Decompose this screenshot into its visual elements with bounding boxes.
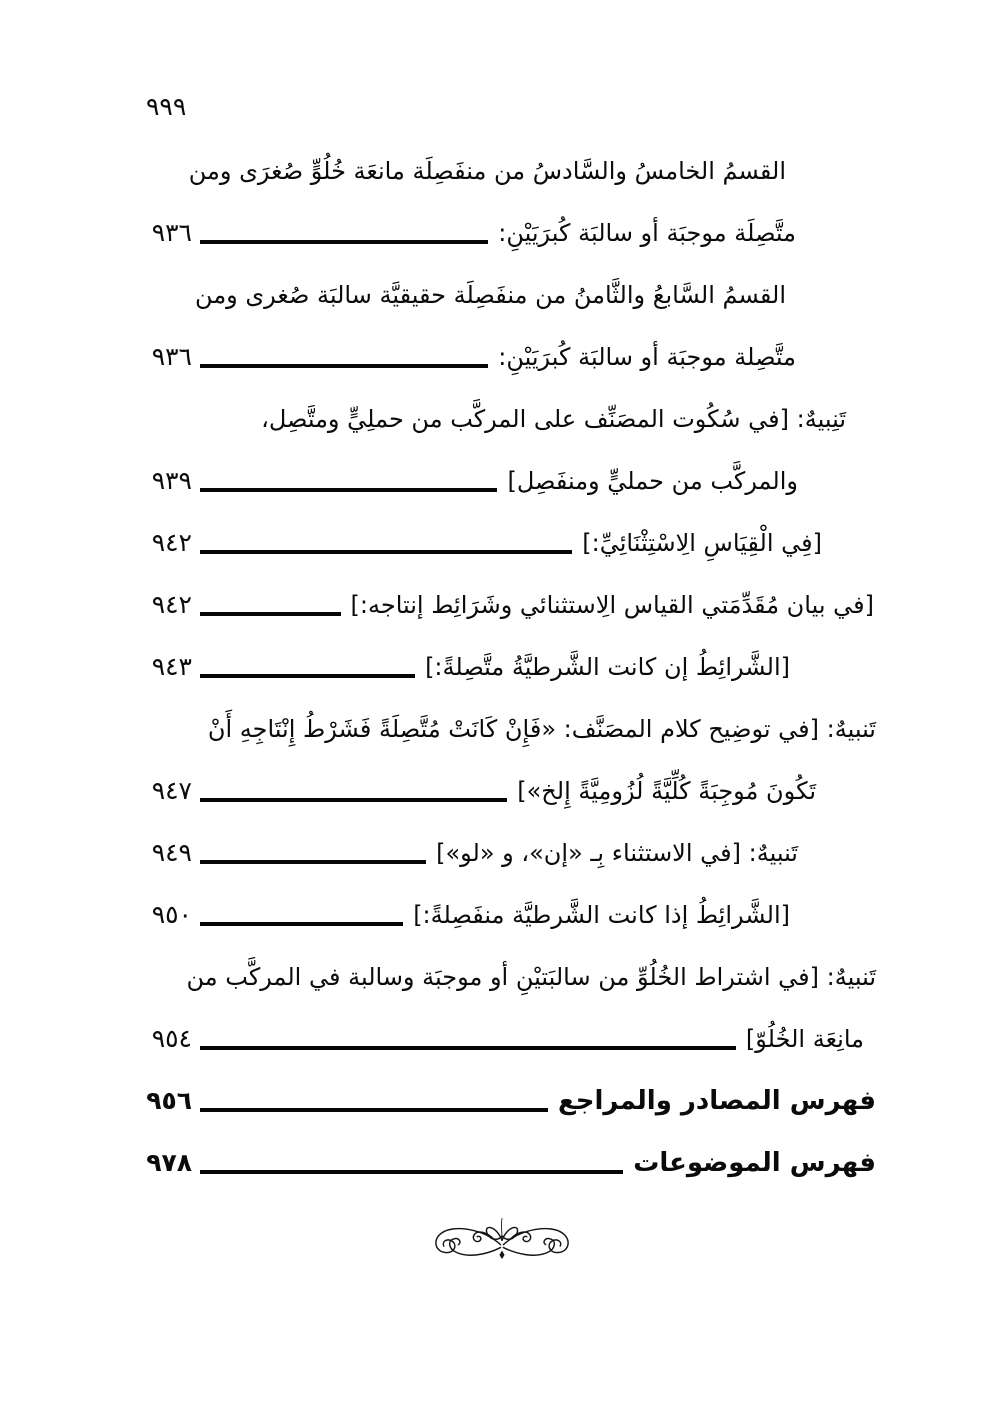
toc-entry: [132, 822, 876, 884]
toc-entry-text: متَّصِلة موجبَة أو سالبَة كُبرَيَيْنِ:: [498, 343, 796, 371]
leader-line: [200, 574, 341, 636]
leader-line: [200, 822, 426, 884]
toc-entry-line: [132, 946, 876, 1008]
toc-entry-line: [132, 202, 876, 264]
toc-entry-line: [132, 264, 876, 326]
toc-entry-line: [132, 1070, 876, 1132]
toc-entry: [132, 388, 876, 512]
toc-page-number: ٩٣٦: [151, 218, 192, 247]
toc-entry-line: [132, 760, 876, 822]
toc-page-number: ٩٥٦: [146, 1086, 192, 1115]
toc-page-number: ٩٣٦: [151, 342, 192, 371]
leader-line: [200, 512, 572, 574]
toc-page-number: ٩٤٩: [151, 838, 192, 867]
toc-page-number: ٩٥٤: [151, 1024, 192, 1053]
toc-entry-line: [132, 326, 876, 388]
toc-entry: [132, 884, 876, 946]
toc-entry-text: القسمُ الخامسُ والسَّادسُ من منفَصِلَة مانعَة خُلُوٍّ صُغرَى ومن: [188, 157, 786, 185]
toc-page-number: ٩٤٢: [151, 528, 192, 557]
toc-entry-text: [فِي الْقِيَاسِ الِاسْتِثْنَائِيِّ:]: [582, 529, 822, 557]
toc-entry-text: تَكُونَ مُوجِبَةً كُلِّيَّةً لُزُومِيَّةً إِلخ»]: [517, 777, 816, 805]
leader-line: [200, 202, 488, 264]
toc-entry: [132, 698, 876, 822]
leader-line: [200, 1008, 736, 1070]
leader-line: [200, 884, 403, 946]
toc-entry: [132, 574, 876, 636]
toc-entry-text: تَنبيهٌ: [في الاستثناء بِـ «إن»، و «لو»]: [436, 839, 798, 867]
toc-entry-text: مانِعَة الخُلُوّ]: [745, 1025, 864, 1053]
toc-page-number: ٩٣٩: [151, 466, 192, 495]
leader-line: [200, 1132, 623, 1194]
toc-entry-line: [132, 1132, 876, 1194]
toc-entry-text: [الشَّرائِطُ إذا كانت الشَّرطيَّة منفَصِلةً:]: [413, 901, 790, 929]
toc-entry: [132, 636, 876, 698]
toc-page-number: ٩٤٧: [151, 776, 192, 805]
toc-entry-line: [132, 698, 876, 760]
calligraphic-flourish-ornament: [422, 1210, 582, 1272]
toc-entry-text: فهرس الموضوعات: [633, 1148, 876, 1178]
toc-page-number: ٩٤٣: [151, 652, 192, 681]
toc-entry-text: تَنِبيهٌ: [في سُكُوت المصَنِّف على المركَّب من حملِيٍّ ومتَّصِل،: [261, 405, 846, 433]
leader-line: [200, 760, 507, 822]
toc-entry-line: [132, 1008, 876, 1070]
leader-line: [200, 326, 488, 388]
toc-entry-text: فهرس المصادر والمراجع: [558, 1086, 876, 1116]
toc-entry-text: [الشَّرائِطُ إن كانت الشَّرطيَّةُ متَّصِلةً:]: [425, 653, 790, 681]
toc-entry-text: [في بيان مُقَدِّمَتي القياس الِاستثنائي وشَرَائِط إنتاجه:]: [350, 591, 874, 619]
toc-page-number: ٩٥٠: [151, 900, 192, 929]
toc-entry: [132, 140, 876, 264]
toc-entry-text: تَنبيهٌ: [في اشتراط الخُلُوِّ من سالبَتيْنِ أو موجبَة وسالبة في المركَّب من: [186, 963, 876, 991]
toc-entry: [132, 1132, 876, 1194]
toc-entry: [132, 1070, 876, 1132]
toc-entry-line: [132, 822, 876, 884]
toc-entry: [132, 946, 876, 1070]
leader-line: [200, 450, 497, 512]
toc-entry-line: [132, 140, 876, 202]
toc-entry-line: [132, 512, 876, 574]
leader-line: [200, 636, 415, 698]
toc-page-number: ٩٤٢: [151, 590, 192, 619]
toc-entry-line: [132, 636, 876, 698]
toc-entry-line: [132, 884, 876, 946]
leader-line: [200, 1070, 548, 1132]
toc-entry-text: القسمُ السَّابعُ والثَّامنُ من منفَصِلَة حقيقيَّة سالبَة صُغرى ومن: [195, 281, 786, 309]
toc-entry-line: [132, 388, 876, 450]
toc-entry-line: [132, 450, 876, 512]
toc-list: [132, 140, 876, 1194]
toc-entry: [132, 512, 876, 574]
toc-entry-text: والمركَّب من حمليٍّ ومنفَصِل]: [507, 467, 798, 495]
toc-entry-text: تَنبيهٌ: [في توضِيح كلام المصَنَّف: «فَإِنْ كَانَتْ مُتَّصِلَةً فَشَرْطُ إِنْتَاجِهِ أَنْ: [207, 715, 876, 743]
toc-entry-line: [132, 574, 876, 636]
toc-entry: [132, 264, 876, 388]
toc-entry-text: متَّصِلَة موجبَة أو سالبَة كُبرَيَيْنِ:: [498, 219, 796, 247]
page-number: ٩٩٩: [146, 92, 187, 121]
toc-page-number: ٩٧٨: [146, 1148, 192, 1177]
